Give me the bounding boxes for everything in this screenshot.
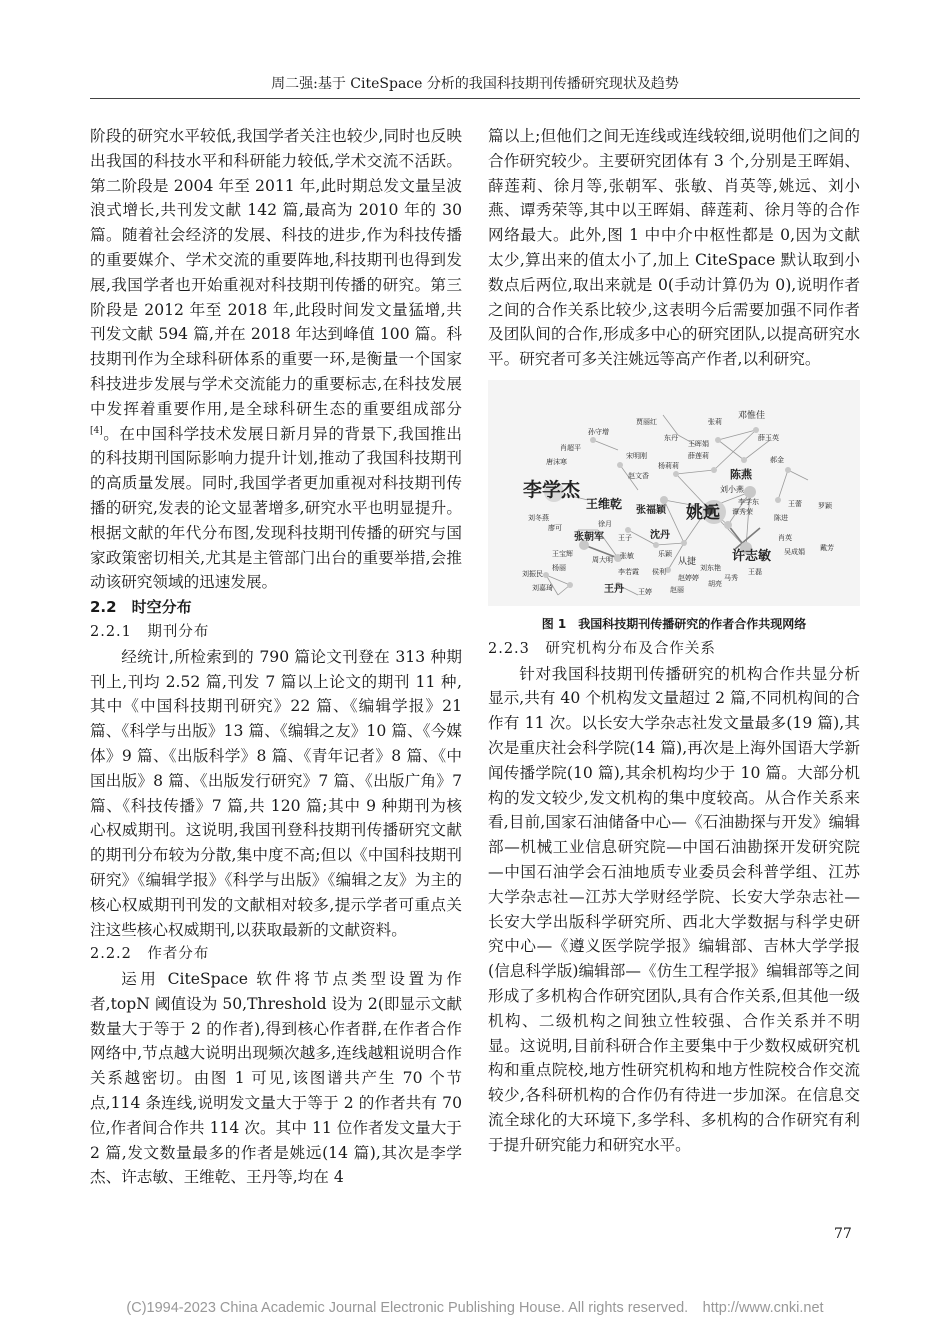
node-label: 戴芳 xyxy=(820,543,834,552)
node-label: 东丹 xyxy=(664,433,678,442)
node-label: 贾丽红 xyxy=(636,417,657,426)
node-label: 赵丽 xyxy=(670,585,684,594)
subsection-heading: 2.2.1 期刊分布 xyxy=(90,623,210,640)
node-label: 薛玉英 xyxy=(758,433,779,442)
figure-caption: 图 1 我国科技期刊传播研究的作者合作共现网络 xyxy=(541,616,807,631)
node-label: 刘东艳 xyxy=(700,563,721,572)
node-label: 马秀 xyxy=(724,573,738,582)
node-label: 张福颖 xyxy=(636,504,666,516)
node-label: 徐月 xyxy=(598,519,612,528)
node-label: 王蕾 xyxy=(788,499,802,508)
subsection-heading: 2.2.3 研究机构分布及合作关系 xyxy=(488,640,716,657)
node-label: 李学杰 xyxy=(523,478,581,501)
node-label: 赵婷婷 xyxy=(678,573,699,582)
node-label: 胡亮 xyxy=(708,579,722,588)
node-label: 王宝辉 xyxy=(552,549,573,558)
coauthor-network-figure xyxy=(488,380,860,606)
node-label: 李若霞 xyxy=(618,567,639,576)
node-label: 谭秀荣 xyxy=(732,507,753,516)
node-label: 王维乾 xyxy=(586,496,623,511)
paragraph: 经统计,所检索到的 790 篇论文刊登在 313 种期刊上,刊均 2.52 篇,刊发 7 篇以上论文的期刊 11 种,其中《中国科技期刊研究》22 篇、《编辑学报》21 篇、《科学与出版》13 篇、《编辑之友》10 篇、《今媒体》9 篇、《出版科学》8 篇、《青年记者》8 篇、《中国出版》8 篇、《出版发行研究》7 篇、《出版广角》7 篇、《科技传播》7 篇,共 120 篇;其中 9 种期刊为核心权威期刊。这说明,我国刊登科技期刊传播研究文献的期刊分布较为分散,集中度不高;但以《中国科技期刊研究》《编辑学报》《科学与出版》《编辑之友》为主的核心权威期刊刊发的文献相对较多,提示学者可重点关注这些核心权威期刊,以获取最新的文献资料。 xyxy=(90,647,462,939)
node-label: 肖超平 xyxy=(560,443,581,452)
node-label: 王丹 xyxy=(604,583,624,595)
section-heading: 2.2 时空分布 xyxy=(90,598,192,617)
node-label: 陈进 xyxy=(774,513,788,522)
paragraph: 针对我国科技期刊传播研究的机构合作共显分析显示,共有 40 个机构发文量超过 2 篇,不同机构间的合作有 11 次。以长安大学杂志社发文量最多(19 篇),其次是重庆社会科学院(14 篇),再次是上海外国语大学新闻传播学院(10 篇),其余机构均少于 10 篇。大部分机构的发文较少,发文机构的集中度较高。从合作关系来看,目前,国家石油储备中心—《石油勘探与开发》编辑部—机械工业信息研究院—中国石油勘探开发研究院—中国石油学会石油地质专业委员会科普学组、江苏大学杂志社—江苏大学财经学院、长安大学杂志社—长安大学出版科学研究所、西北大学数据与科学史研究中心—《遵义医学院学报》编辑部、吉林大学学报(信息科学版)编辑部—《仿生工程学报》编辑部等之间形成了多机构合作研究团队,具有合作关系,但其他一级机构、二级机构之间独立性较强、合作关系并不明显。这说明,目前科研合作主要集中于少数权威研究机构和重点院校,地方性研究机构和地方性院校合作交流较少,各科研机构的合作仍有待进一步加深。在信息交流全球化的大环境下,多学科、多机构的合作研究有利于提升研究能力和研究水平。 xyxy=(488,664,860,1154)
paragraph xyxy=(90,124,462,595)
node-label: 从捷 xyxy=(678,556,697,567)
node-label: 刘嘉琦 xyxy=(532,583,553,592)
copyright-footer: (C)1994-2023 China Academic Journal Electronic Publishing House. All rights reserved. http://www.cnki.net xyxy=(126,1300,824,1316)
node-label: 沈丹 xyxy=(650,529,670,541)
node-label: 王磊 xyxy=(748,567,762,576)
subsection-heading: 2.2.2 作者分布 xyxy=(90,946,210,963)
page-number: 77 xyxy=(834,1226,852,1242)
node-label: 李学东 xyxy=(738,497,759,506)
paragraph: 运用 CiteSpace 软件将节点类型设置为作者,topN 阈值设为 50,Threshold 设为 2(即显示文献数量大于等于 2 的作者),得到核心作者群,在作者合作网络中,节点越大说明出现频次越多,连线越粗说明合作关系越密切。由图 1 可见,该图谱共产生 70 个节点,114 条连线,说明发文量大于等于 2 的作者共有 70 位,作者间合作共 114 次。其中 11 位作者发文量大于 2 篇,发文数量最多的作者是姚远(14 篇),其次是李学杰、许志敏、王维乾、王丹等,均在 4 xyxy=(90,970,462,1187)
paragraph-text: 阶段的研究水平较低,我国学者关注也较少,同时也反映出我国的科技水平和科研能力较低,学术交流不活跃。第二阶段是 2004 年至 2011 年,此时期总发文量呈波浪式增长,共刊发文献 142 篇,最高为 2010 年的 30 篇。随着社会经济的发展、科技的进步,作为科技传播的重要媒介、学术交流的重要阵地,科技期刊也得到发展,我国学者也开始重视对科技期刊传播的研究。第三阶段是 2012 年至 2018 年,此段时间发文量猛增,共刊发文献 594 篇,并在 2018 年达到峰值 100 篇。科技期刊作为全球科研体系的重要一环,是衡量一个国家科技进步发展与学术交流能力的重要标志,在科技发展中发挥着重要作用,是全球科研生态的重要组成部分 xyxy=(90,127,462,418)
node-label: 姚远 xyxy=(686,502,720,523)
node-label: 王子 xyxy=(618,533,632,542)
node-label: 刘冬燕 xyxy=(528,513,549,522)
node-label: 薛莲莉 xyxy=(688,451,709,460)
node-label: 侯利 xyxy=(652,567,666,576)
node-label: 王晖娟 xyxy=(688,439,709,448)
node-label: 陈燕 xyxy=(730,467,752,481)
node-label: 刘振民 xyxy=(522,569,543,578)
node-label: 唐沫寒 xyxy=(546,457,567,466)
node-label: 廖可 xyxy=(548,523,562,532)
node-label: 郝金 xyxy=(770,455,784,464)
node-label: 王婷 xyxy=(638,587,652,596)
node-label: 宋明刚 xyxy=(626,451,647,460)
running-header: 周二强:基于 CiteSpace 分析的我国科技期刊传播研究现状及趋势 xyxy=(90,70,860,99)
node-label: 孙守增 xyxy=(588,427,609,436)
network-graph xyxy=(488,380,860,606)
left-column xyxy=(90,124,462,1190)
node-label: 周大明 xyxy=(592,555,613,564)
node-label: 罗颖 xyxy=(818,501,832,510)
node-label: 张敏 xyxy=(620,551,634,560)
node-label: 刘小燕 xyxy=(720,484,744,494)
node-label: 吴成娟 xyxy=(784,547,805,556)
node-label: 许志敏 xyxy=(732,548,772,564)
paragraph-text: 。在中国科学技术发展日新月异的背景下,我国推出的科技期刊国际影响力提升计划,推动了我国科技期刊的高质量发展。同时,我国学者更加重视对科技期刊传播的研究,发表的论文显著增多,研究水平也明显提升。根据文献的年代分布图,发现科技期刊传播的研究与国家政策密切相关,尤其是主管部门出台的重要举措,会推动该研究领域的迅速发展。 xyxy=(90,424,462,592)
right-column xyxy=(488,124,860,1158)
paragraph: 篇以上;但他们之间无连线或连线较细,说明他们之间的合作研究较少。主要研究团体有 3 个,分别是王晖娟、薛莲莉、徐月等,张朝军、张敏、肖英等,姚远、刘小燕、谭秀荣等,其中以王晖娟、薛莲莉、徐月等的合作网络最大。此外,图 1 中中介中枢性都是 0,因为文献太少,算出来的值太小了,加上 CiteSpace 默认取到小数点后两位,取出来就是 0(手动计算仍为 0),说明作者之间的合作关系比较少,这表明今后需要加强不同作者及团队间的合作,形成多中心的研究团队,以提高研究水平。研究者可多关注姚远等高产作者,以利研究。 xyxy=(488,127,860,369)
node-label: 邓惟佳 xyxy=(738,410,766,421)
node-label: 乐颖 xyxy=(658,549,672,558)
node-label: 杨丽 xyxy=(552,563,566,572)
citation: [4] xyxy=(90,425,103,436)
node-label: 张朝军 xyxy=(574,531,604,543)
node-label: 杨莉莉 xyxy=(658,461,679,470)
node-label: 张莉 xyxy=(708,417,722,426)
node-label: 赵文香 xyxy=(628,471,649,480)
node-label: 肖英 xyxy=(778,533,792,542)
